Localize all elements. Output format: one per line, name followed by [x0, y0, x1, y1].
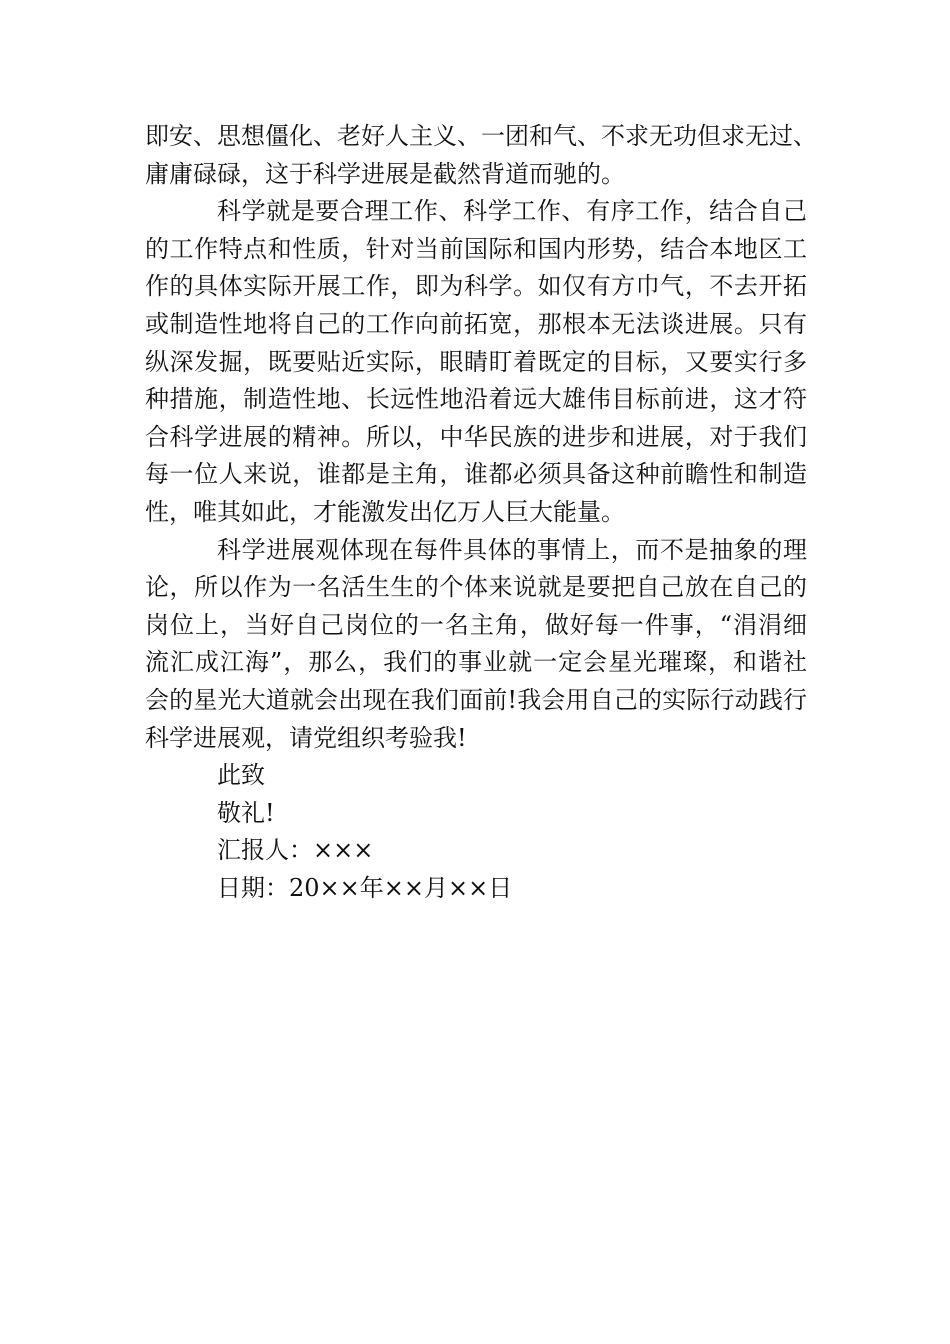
paragraph-line: 作的具体实际开展工作，即为科学。如仅有方巾气，不去开拓 — [145, 272, 807, 301]
paragraph-2 — [145, 193, 807, 531]
paragraph-line: 论，所以作为一名活生生的个体来说就是要把自己放在自己的 — [145, 573, 807, 602]
paragraph-line: 科学进展观，请党组织考验我! — [145, 723, 467, 752]
paragraph-line: 科学就是要合理工作、科学工作、有序工作，结合自己 — [217, 197, 807, 226]
paragraph-line: 合科学进展的精神。所以，中华民族的进步和进展，对于我们 — [145, 422, 807, 451]
paragraph-line: 岗位上，当好自己岗位的一名主角，做好每一件事，“涓涓细 — [145, 610, 807, 639]
paragraph-line: 性，唯其如此，才能激发出亿万人巨大能量。 — [145, 497, 625, 526]
paragraph-line: 种措施，制造性地、长远性地沿着远大雄伟目标前进，这才符 — [145, 385, 807, 414]
letter-body — [145, 118, 817, 907]
paragraph-line: 科学进展观体现在每件具体的事情上，而不是抽象的理 — [217, 535, 807, 564]
date-line: 日期：20××年××月××日 — [217, 873, 513, 902]
paragraph-line: 庸庸碌碌，这于科学进展是截然背道而驰的。 — [145, 159, 625, 188]
paragraph-line: 纵深发掘，既要贴近实际，眼睛盯着既定的目标，又要实行多 — [145, 347, 807, 376]
paragraph-line: 即安、思想僵化、老好人主义、一团和气、不求无功但求无过、 — [145, 122, 817, 150]
letter-closing — [145, 757, 807, 907]
paragraph-line: 或制造性地将自己的工作向前拓宽，那根本无法谈进展。只有 — [145, 309, 807, 338]
salutation: 此致 — [217, 761, 265, 790]
respect-line: 敬礼! — [217, 798, 275, 827]
paragraph-line: 流汇成江海”，那么，我们的事业就一定会星光璀璨，和谐社 — [145, 648, 807, 677]
paragraph-1 — [145, 118, 817, 193]
reporter-line: 汇报人：××× — [217, 836, 374, 865]
paragraph-line: 每一位人来说，谁都是主角，谁都必须具备这种前瞻性和制造 — [145, 460, 807, 489]
paragraph-line: 的工作特点和性质，针对当前国际和国内形势，结合本地区工 — [145, 234, 807, 263]
paragraph-3 — [145, 532, 807, 758]
paragraph-line: 会的星光大道就会出现在我们面前!我会用自己的实际行动践行 — [145, 685, 807, 714]
